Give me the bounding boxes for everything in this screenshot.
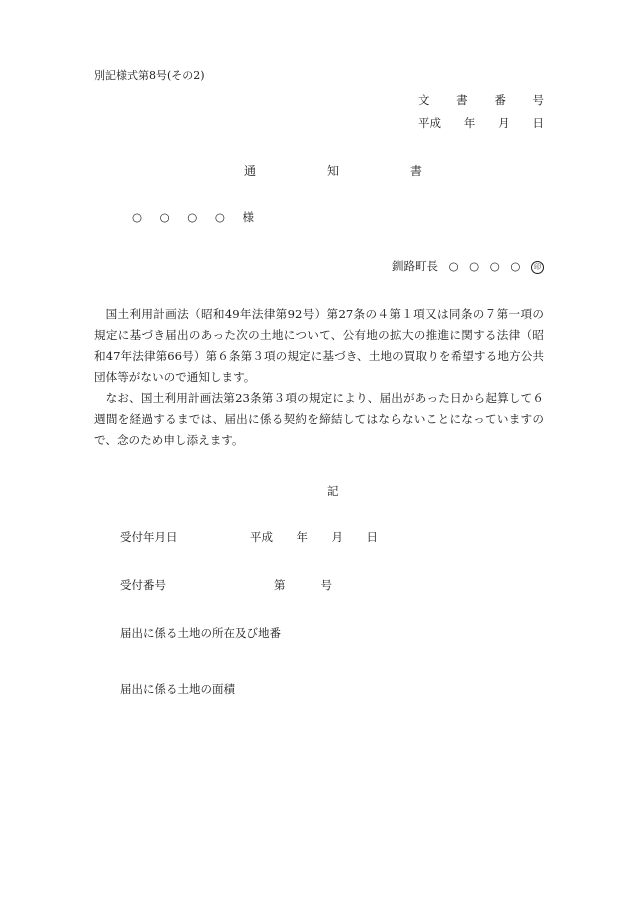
notice-body	[94, 304, 544, 451]
recipient-name-mark: ○	[187, 210, 198, 224]
sender-name-mark: ○	[510, 259, 521, 273]
recipient-name-mark: ○	[214, 210, 225, 224]
document-number-char: 書	[456, 93, 468, 107]
form-label: 別記様式第8号(その2)	[94, 69, 205, 82]
sender-name-mark: ○	[469, 259, 480, 273]
receipt-number-value	[274, 580, 332, 592]
land-area-label: 届出に係る土地の面積	[120, 682, 235, 696]
title-char: 知	[326, 164, 339, 178]
number-prefix: 第	[274, 578, 286, 592]
seal-icon: 印	[531, 261, 544, 274]
document-number-line	[418, 95, 544, 107]
receipt-date-label: 受付年月日	[120, 530, 178, 544]
title-char: 書	[409, 164, 422, 178]
date-era: 平成	[250, 530, 273, 544]
document-number-char: 文	[418, 93, 430, 107]
date-year: 年	[463, 116, 476, 130]
land-location-label: 届出に係る土地の所在及び地番	[120, 626, 281, 640]
recipient-honorific: 様	[242, 210, 254, 224]
title-char: 通	[244, 164, 257, 178]
body-paragraph-2: なお、国土利用計画法第23条第３項の規定により、届出があった日から起算して６週間を経過するまでは、届出に係る契約を締結してはならないことになっていますので、念のため申し添えます。	[94, 391, 544, 447]
ki-heading: 記	[327, 484, 339, 498]
date-day: 日	[532, 116, 544, 130]
recipient-name-mark: ○	[159, 210, 170, 224]
sender-name-mark: ○	[489, 259, 500, 273]
recipient-line	[132, 212, 254, 224]
sender-line	[392, 261, 544, 274]
date-era: 平成	[418, 116, 441, 130]
date-day: 日	[366, 530, 378, 544]
document-number-char: 号	[532, 93, 544, 107]
document-number-char: 番	[494, 93, 506, 107]
sender-name-mark: ○	[448, 259, 459, 273]
document-date-line	[418, 118, 544, 130]
date-month: 月	[498, 116, 510, 130]
number-suffix: 号	[320, 578, 332, 592]
recipient-name-mark: ○	[132, 210, 143, 224]
date-month: 月	[331, 530, 343, 544]
receipt-number-label: 受付番号	[120, 578, 166, 592]
date-year: 年	[296, 530, 308, 544]
body-paragraph-1: 国土利用計画法（昭和49年法律第92号）第27条の４第１項又は同条の７第一項の規定に基づき届出のあった次の土地について、公有地の拡大の推進に関する法律（昭和47年法律第66号）第６条第３項の規定に基づき、土地の買取りを希望する地方公共団体等がないので通知します。	[94, 307, 544, 384]
receipt-date-value	[250, 532, 378, 544]
sender-title: 釧路町長	[392, 259, 438, 273]
document-title	[244, 165, 422, 177]
